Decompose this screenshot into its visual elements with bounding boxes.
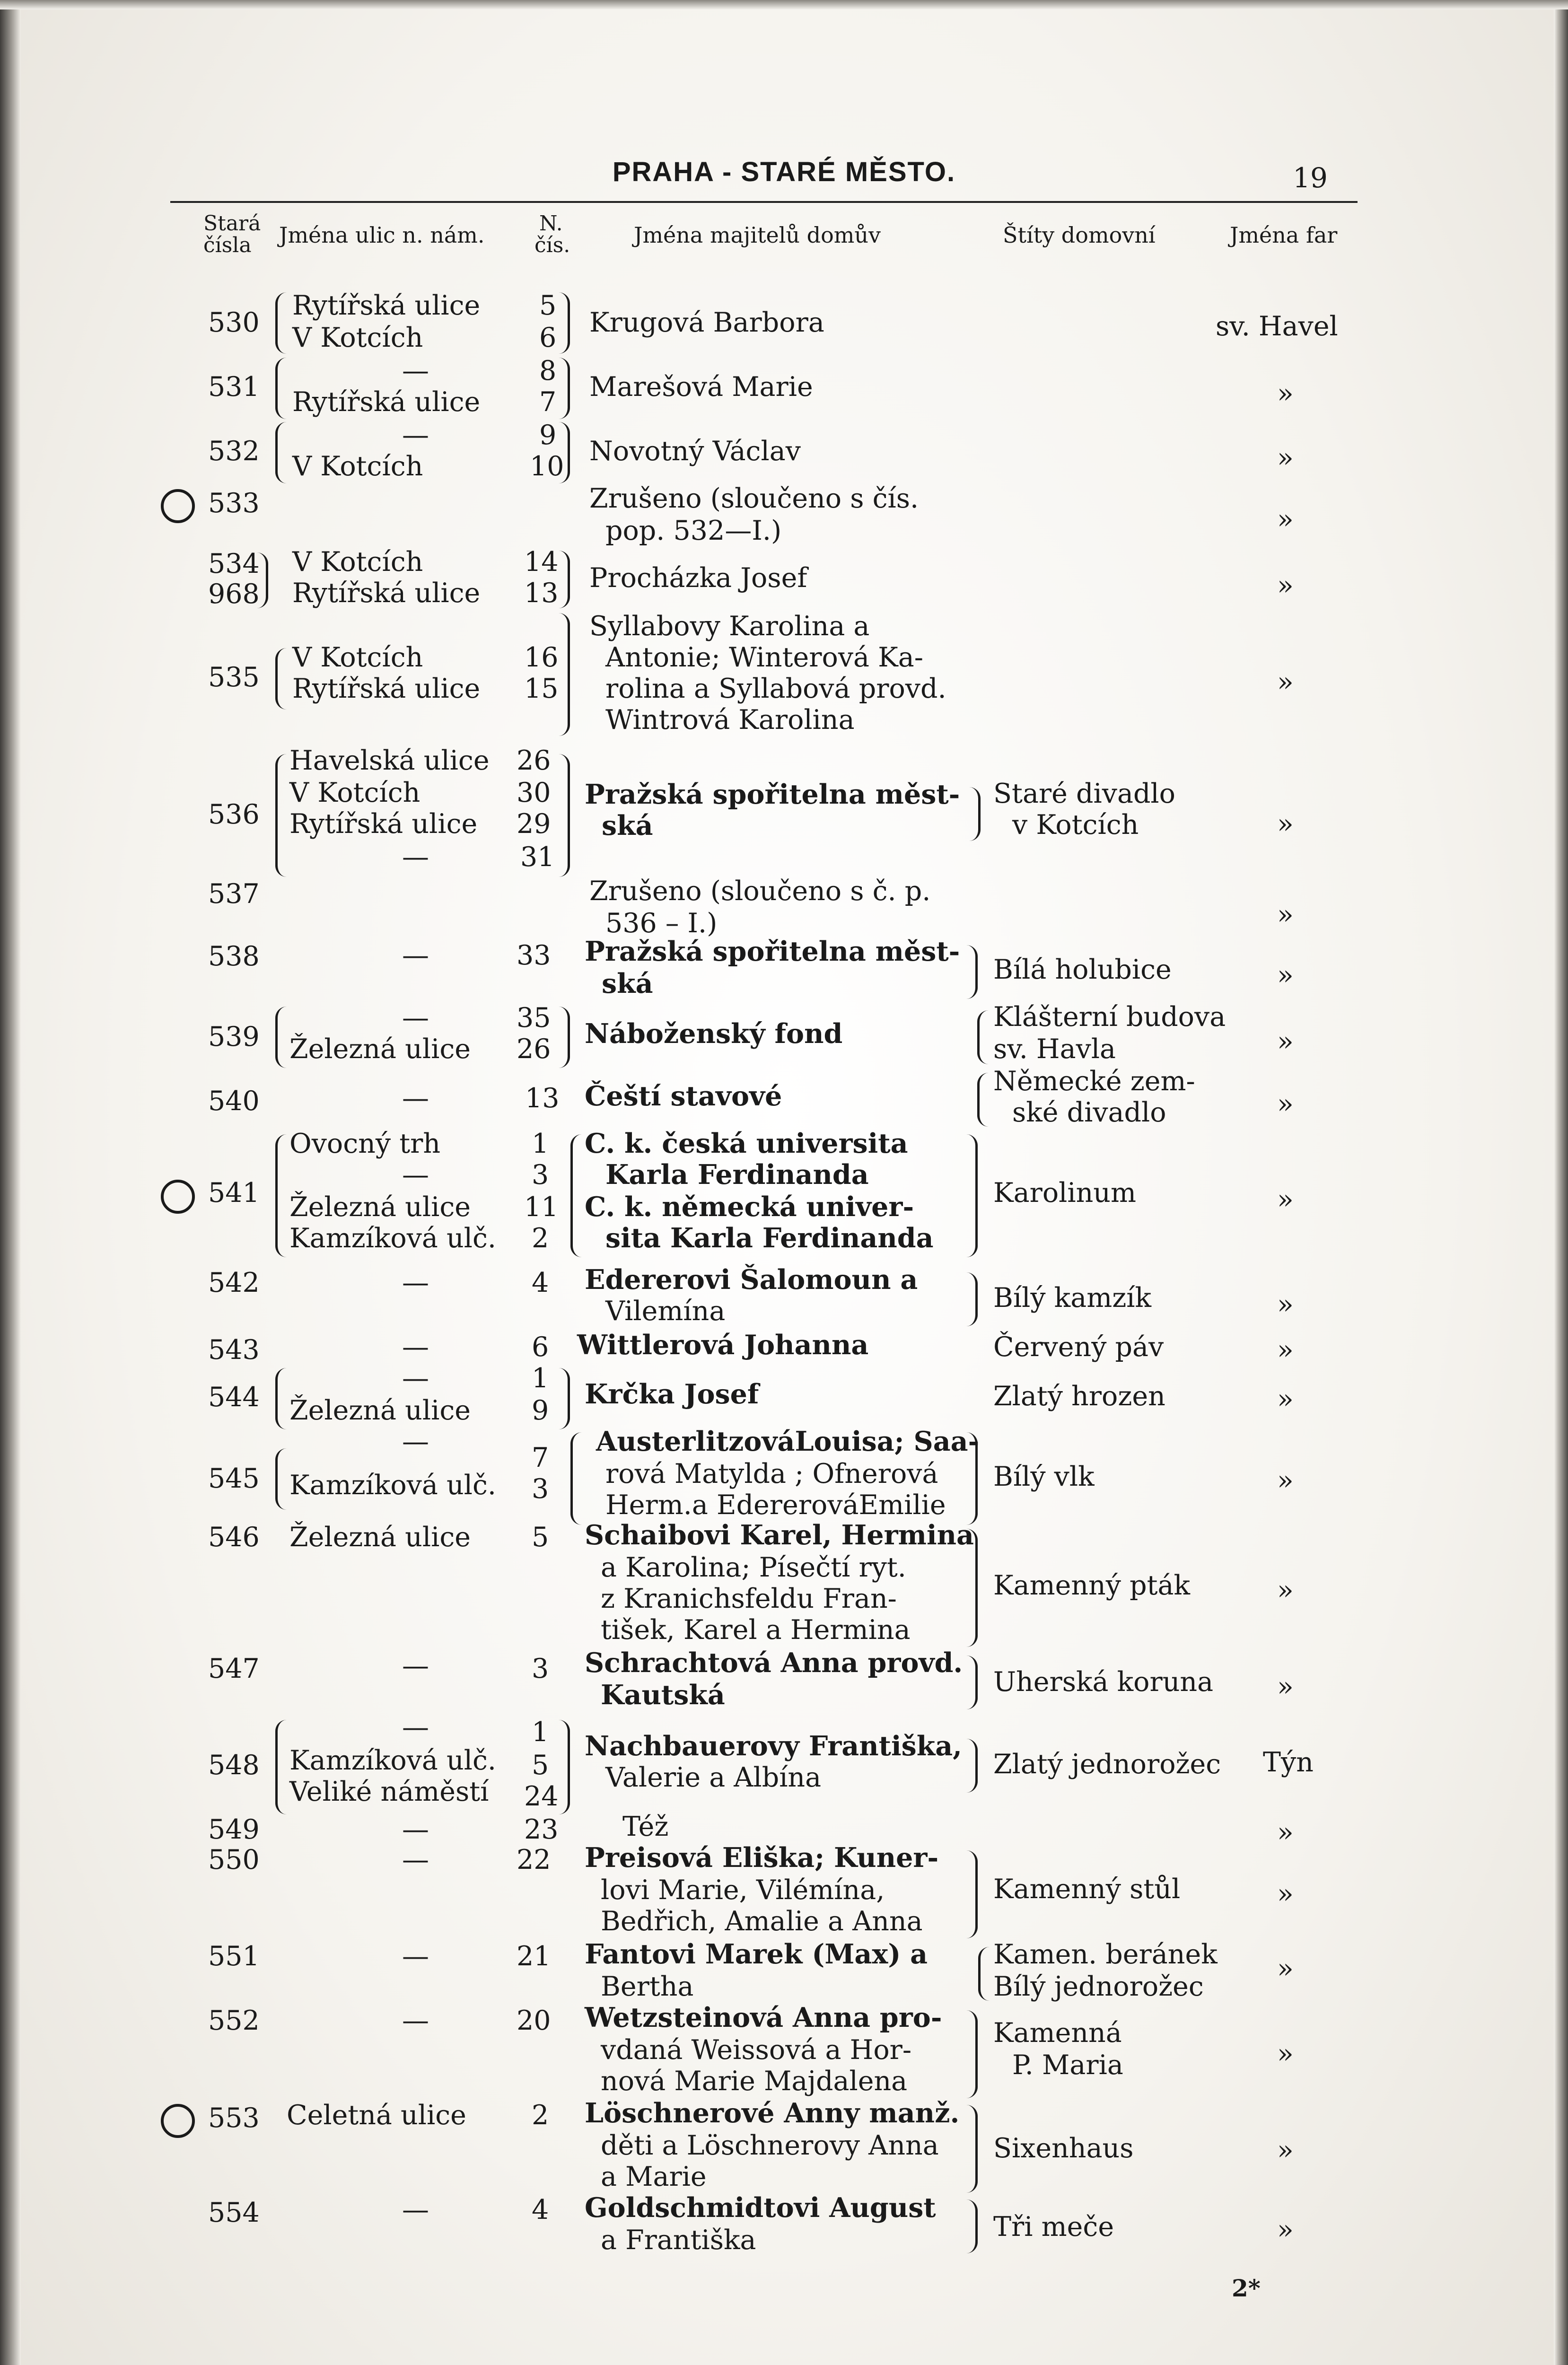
row-548-street: Kamzíková ulč. xyxy=(289,1745,497,1776)
row-535-owner: rolina a Syllabová provd. xyxy=(605,673,946,704)
row-532-number-brace xyxy=(557,422,570,483)
row-543-number: 543 xyxy=(208,1334,260,1366)
row-552-number: 552 xyxy=(208,2005,260,2036)
row-552-sign: P. Maria xyxy=(1012,2050,1123,2081)
row-538-owner: Pražská spořitelna měst- xyxy=(585,936,960,967)
row-545-house-number: 7 xyxy=(532,1442,549,1473)
row-534-house-number: 13 xyxy=(524,578,559,609)
demolished-marker-icon xyxy=(161,2104,195,2138)
row-536-street: V Kotcích xyxy=(289,777,420,808)
row-548-parish: Týn xyxy=(1263,1747,1314,1778)
row-545-number: 545 xyxy=(208,1463,260,1494)
row-549-parish: » xyxy=(1277,1817,1294,1848)
row-541-number: 541 xyxy=(208,1177,260,1209)
row-531-number-brace xyxy=(557,358,570,419)
row-543-street: — xyxy=(402,1331,429,1363)
row-538-owner-brace xyxy=(965,945,978,999)
row-542-street: — xyxy=(402,1267,429,1298)
row-544-street: — xyxy=(402,1363,429,1394)
row-530-owner: Krugová Barbora xyxy=(589,307,824,338)
row-534-number: 534 xyxy=(208,548,260,579)
row-541-owner-brace xyxy=(570,1134,583,1257)
row-554-street: — xyxy=(402,2194,429,2225)
row-553-owner: Löschnerové Anny manž. xyxy=(585,2097,960,2129)
row-549-number: 549 xyxy=(208,1814,260,1845)
row-544-house-number: 1 xyxy=(532,1363,549,1394)
row-550-sign: Kamenný stůl xyxy=(993,1874,1181,1905)
row-537-parish: » xyxy=(1277,899,1294,930)
row-541-owner: C. k. česká universita xyxy=(585,1128,908,1159)
row-541-street: — xyxy=(402,1159,429,1191)
row-545-owner: AusterlitzováLouisa; Saa- xyxy=(596,1426,980,1457)
row-533-number: 533 xyxy=(208,488,260,519)
row-547-owner-brace xyxy=(965,1656,978,1709)
row-532-street: V Kotcích xyxy=(292,451,423,482)
row-536-owner: Pražská spořitelna měst- xyxy=(585,779,960,810)
row-531-parish: » xyxy=(1277,378,1294,409)
row-547-sign: Uherská koruna xyxy=(993,1666,1214,1698)
row-554-sign: Tři meče xyxy=(993,2211,1114,2242)
row-544-sign: Zlatý hrozen xyxy=(993,1381,1165,1412)
page-number: 19 xyxy=(1293,162,1328,194)
col-head-stara-1: Stará xyxy=(203,211,261,236)
row-546-owner: z Kranichsfeldu Fran- xyxy=(601,1583,897,1614)
row-553-owner: a Marie xyxy=(601,2161,707,2192)
row-542-house-number: 4 xyxy=(532,1267,549,1298)
row-543-parish: » xyxy=(1277,1334,1294,1366)
row-539-street: — xyxy=(402,1002,429,1034)
row-535-street: V Kotcích xyxy=(292,642,423,673)
row-546-parish: » xyxy=(1277,1575,1294,1606)
col-head-majitele: Jména majitelů domův xyxy=(634,222,881,248)
row-535-number: 535 xyxy=(208,662,260,693)
row-536-house-number: 26 xyxy=(517,745,551,776)
row-535-street-brace xyxy=(275,648,288,710)
col-head-stity: Štíty domovní xyxy=(1003,222,1156,248)
row-534-street: V Kotcích xyxy=(292,546,423,578)
row-548-number: 548 xyxy=(208,1750,260,1781)
row-549-house-number: 23 xyxy=(524,1814,559,1845)
row-535-house-number: 16 xyxy=(524,642,559,673)
row-535-owner: Syllabovy Karolina a xyxy=(589,611,870,642)
row-533-owner: Zrušeno (sloučeno s čís. xyxy=(589,483,919,514)
row-535-house-brace xyxy=(557,613,570,736)
row-551-house-number: 21 xyxy=(517,1941,551,1972)
row-553-house-number: 2 xyxy=(532,2100,549,2131)
row-553-sign: Sixenhaus xyxy=(993,2133,1134,2164)
row-539-sign-brace xyxy=(977,1010,990,1064)
row-544-street-brace xyxy=(275,1368,288,1429)
row-534-house-brace xyxy=(557,551,570,608)
row-539-house-brace xyxy=(557,1007,570,1068)
row-531-street-brace xyxy=(275,358,288,419)
row-550-street: — xyxy=(402,1844,429,1875)
row-543-house-number: 6 xyxy=(532,1331,549,1363)
signature-mark: 2* xyxy=(1232,2274,1261,2302)
row-546-owner: Schaibovi Karel, Hermina xyxy=(585,1519,974,1551)
col-head-ulice: Jména ulic n. nám. xyxy=(279,222,485,248)
row-536-street: Havelská ulice xyxy=(289,745,490,776)
row-540-parish: » xyxy=(1277,1088,1294,1120)
row-548-street-brace xyxy=(275,1720,288,1814)
row-539-parish: » xyxy=(1277,1026,1294,1057)
row-554-owner: Goldschmidtovi August xyxy=(585,2192,936,2224)
row-532-street-brace xyxy=(275,422,288,483)
row-534-number-brace xyxy=(255,552,268,608)
row-553-parish: » xyxy=(1277,2135,1294,2166)
row-552-house-number: 20 xyxy=(517,2005,551,2036)
row-544-street: Železná ulice xyxy=(289,1395,471,1426)
row-532-house-number: 10 xyxy=(530,451,564,482)
row-545-sign: Bílý vlk xyxy=(993,1461,1095,1492)
row-547-owner: Kautská xyxy=(601,1679,725,1711)
demolished-marker-icon xyxy=(161,1180,195,1214)
col-head-n-1: N. xyxy=(539,211,563,236)
row-531-number: 531 xyxy=(208,371,260,403)
row-545-street-brace xyxy=(275,1448,288,1510)
page-edge-top xyxy=(0,0,1568,9)
row-548-house-brace xyxy=(557,1720,570,1814)
demolished-marker-icon xyxy=(161,489,195,523)
row-545-street: — xyxy=(402,1426,429,1457)
row-541-house-number: 1 xyxy=(532,1128,549,1159)
row-541-owner-brace-right xyxy=(965,1134,978,1257)
row-538-house-number: 33 xyxy=(517,940,551,971)
row-542-owner: Vilemína xyxy=(605,1296,726,1327)
row-538-sign: Bílá holubice xyxy=(993,954,1172,985)
row-532-house-number: 9 xyxy=(539,420,557,451)
row-530-house-number: 6 xyxy=(539,322,557,353)
row-540-sign-brace xyxy=(977,1073,990,1127)
row-541-owner: sita Karla Ferdinanda xyxy=(605,1222,934,1254)
row-541-parish: » xyxy=(1277,1184,1294,1215)
row-552-owner: Wetzsteinová Anna pro- xyxy=(585,2002,942,2033)
row-541-street: Ovocný trh xyxy=(289,1128,441,1159)
row-547-owner: Schrachtová Anna provd. xyxy=(585,1647,963,1679)
row-539-house-number: 26 xyxy=(517,1034,551,1065)
row-552-owner: nová Marie Majdalena xyxy=(601,2066,908,2097)
row-551-owner: Fantovi Marek (Max) a xyxy=(585,1938,928,1970)
row-549-owner: Též xyxy=(622,1811,669,1842)
row-548-owner-brace xyxy=(965,1739,978,1793)
row-544-owner: Krčka Josef xyxy=(585,1378,759,1410)
col-head-fary: Jména far xyxy=(1230,222,1338,248)
row-553-owner-brace xyxy=(965,2105,978,2193)
row-552-owner: vdaná Weissová a Hor- xyxy=(601,2034,912,2066)
row-539-sign: Klášterní budova xyxy=(993,1001,1226,1033)
row-548-house-number: 5 xyxy=(532,1750,549,1781)
row-550-owner: lovi Marie, Vilémína, xyxy=(601,1874,885,1906)
page-title: PRAHA - STARÉ MĚSTO. xyxy=(612,157,956,187)
row-552-street: — xyxy=(402,2005,429,2036)
row-532-street: — xyxy=(402,420,429,451)
row-542-owner-brace xyxy=(965,1272,978,1326)
row-537-owner: 536 – I.) xyxy=(605,908,718,939)
row-553-street: Celetná ulice xyxy=(287,2100,466,2131)
row-538-owner: ská xyxy=(602,968,653,999)
row-549-street: — xyxy=(402,1814,429,1845)
row-541-sign: Karolinum xyxy=(993,1177,1137,1209)
row-546-owner-brace xyxy=(965,1529,978,1647)
row-545-street: Kamzíková ulč. xyxy=(289,1470,497,1501)
row-548-street: — xyxy=(402,1712,429,1743)
row-541-house-number: 2 xyxy=(532,1223,549,1254)
row-533-owner: pop. 532—I.) xyxy=(605,515,782,546)
row-545-owner-brace xyxy=(570,1432,583,1525)
row-539-house-number: 35 xyxy=(517,1002,551,1034)
row-532-number: 532 xyxy=(208,436,260,467)
row-552-owner-brace xyxy=(965,2010,978,2098)
row-547-parish: » xyxy=(1277,1671,1294,1702)
row-554-owner: a Františka xyxy=(601,2225,756,2256)
row-535-street: Rytířská ulice xyxy=(292,673,481,704)
page-edge-right xyxy=(1554,0,1568,2365)
row-534-number: 968 xyxy=(208,578,260,610)
row-539-owner: Náboženský fond xyxy=(585,1018,843,1050)
row-544-parish: » xyxy=(1277,1384,1294,1415)
row-548-street: Veliké náměstí xyxy=(289,1776,489,1807)
row-550-owner: Bedřich, Amalie a Anna xyxy=(601,1906,923,1937)
row-534-parish: » xyxy=(1277,570,1294,601)
row-543-sign: Červený páv xyxy=(993,1331,1164,1363)
row-539-sign: sv. Havla xyxy=(993,1034,1116,1065)
row-550-house-number: 22 xyxy=(517,1844,551,1875)
row-546-house-number: 5 xyxy=(532,1522,549,1553)
row-545-owner-brace-right xyxy=(965,1432,978,1525)
row-538-street: — xyxy=(402,940,429,971)
row-547-number: 547 xyxy=(208,1653,260,1684)
row-550-parish: » xyxy=(1277,1878,1294,1910)
row-548-owner: Nachbauerovy Františka, xyxy=(585,1730,963,1762)
row-532-parish: » xyxy=(1277,442,1294,473)
row-537-number: 537 xyxy=(208,878,260,910)
row-542-number: 542 xyxy=(208,1267,260,1298)
row-531-street: Rytířská ulice xyxy=(292,386,481,418)
row-539-street-brace xyxy=(275,1007,288,1068)
row-544-number: 544 xyxy=(208,1382,260,1413)
row-548-house-number: 1 xyxy=(532,1717,549,1748)
row-553-number: 553 xyxy=(208,2102,260,2134)
row-545-parish: » xyxy=(1277,1465,1294,1496)
row-540-owner: Čeští stavové xyxy=(585,1080,782,1112)
row-550-owner-brace xyxy=(965,1850,978,1938)
row-536-street: Rytířská ulice xyxy=(289,808,478,840)
row-533-parish: » xyxy=(1277,504,1294,535)
row-546-number: 546 xyxy=(208,1522,260,1553)
row-542-sign: Bílý kamzík xyxy=(993,1282,1152,1314)
row-541-owner: Karla Ferdinanda xyxy=(605,1159,869,1191)
row-545-owner: Herm.a EdererováEmilie xyxy=(605,1489,946,1521)
row-551-owner: Bertha xyxy=(601,1971,694,2002)
row-541-street: Železná ulice xyxy=(289,1191,471,1223)
row-535-owner: Wintrová Karolina xyxy=(605,704,855,736)
row-536-street-brace xyxy=(275,754,288,877)
row-530-parish: sv. Havel xyxy=(1216,311,1338,342)
row-550-number: 550 xyxy=(208,1844,260,1875)
row-540-house-number: 13 xyxy=(525,1083,560,1114)
row-536-house-brace xyxy=(557,754,570,877)
page-edge-left xyxy=(0,0,21,2365)
row-530-street: Rytířská ulice xyxy=(292,290,481,321)
row-544-house-number: 9 xyxy=(532,1395,549,1426)
row-530-number: 530 xyxy=(208,307,260,338)
row-536-house-number: 30 xyxy=(517,777,551,808)
row-546-owner: tišek, Karel a Hermina xyxy=(601,1614,911,1646)
row-552-sign: Kamenná xyxy=(993,2017,1122,2049)
row-539-street: Železná ulice xyxy=(289,1034,471,1065)
row-540-street: — xyxy=(402,1083,429,1114)
row-535-parish: » xyxy=(1277,666,1294,698)
row-553-owner: děti a Löschnerovy Anna xyxy=(601,2130,939,2161)
row-551-sign-brace xyxy=(978,1947,991,2001)
row-552-parish: » xyxy=(1277,2038,1294,2069)
row-536-street: — xyxy=(402,841,429,873)
row-536-number: 536 xyxy=(208,799,260,830)
row-531-owner: Marešová Marie xyxy=(589,371,813,403)
row-532-owner: Novotný Václav xyxy=(589,436,801,467)
row-531-street: — xyxy=(402,355,429,386)
row-551-parish: » xyxy=(1277,1953,1294,1984)
row-538-parish: » xyxy=(1277,960,1294,991)
row-530-street: V Kotcích xyxy=(292,322,423,353)
row-547-house-number: 3 xyxy=(532,1653,549,1684)
row-551-sign: Kamen. beránek xyxy=(993,1939,1218,1970)
row-536-sign: Staré divadlo xyxy=(993,778,1175,809)
row-546-owner: a Karolina; Písečtí ryt. xyxy=(601,1552,906,1583)
row-548-house-number: 24 xyxy=(524,1781,559,1812)
row-545-house-number: 3 xyxy=(532,1473,549,1505)
row-531-house-number: 8 xyxy=(539,355,557,386)
row-537-owner: Zrušeno (sloučeno s č. p. xyxy=(589,876,931,907)
header-rule xyxy=(170,201,1358,203)
row-534-house-number: 14 xyxy=(524,546,559,578)
row-547-street: — xyxy=(402,1650,429,1682)
row-540-number: 540 xyxy=(208,1086,260,1117)
row-541-street-brace xyxy=(275,1134,288,1257)
row-539-number: 539 xyxy=(208,1021,260,1052)
row-554-parish: » xyxy=(1277,2214,1294,2245)
row-540-sign: ské divadlo xyxy=(1012,1097,1166,1128)
row-551-street: — xyxy=(402,1941,429,1972)
row-530-house-number: 5 xyxy=(539,290,557,321)
row-540-sign: Německé zem- xyxy=(993,1066,1195,1097)
row-541-street: Kamzíková ulč. xyxy=(289,1223,497,1254)
row-550-owner: Preisová Eliška; Kuner- xyxy=(585,1842,939,1874)
row-536-house-number: 31 xyxy=(520,841,555,873)
row-542-parish: » xyxy=(1277,1289,1294,1320)
row-534-street: Rytířská ulice xyxy=(292,578,481,609)
row-541-house-number: 3 xyxy=(532,1159,549,1191)
row-541-owner: C. k. německá univer- xyxy=(585,1191,914,1223)
col-head-n-2: čís. xyxy=(534,233,570,257)
row-531-house-number: 7 xyxy=(539,386,557,418)
row-546-sign: Kamenný pták xyxy=(993,1570,1191,1601)
row-536-parish: » xyxy=(1277,808,1294,840)
row-538-number: 538 xyxy=(208,941,260,972)
row-554-house-number: 4 xyxy=(532,2194,549,2225)
row-535-house-number: 15 xyxy=(524,673,559,704)
row-551-sign: Bílý jednorožec xyxy=(993,1971,1204,2002)
row-541-house-number: 11 xyxy=(524,1191,559,1223)
row-530-street-brace xyxy=(275,292,288,354)
row-543-owner: Wittlerová Johanna xyxy=(577,1329,869,1361)
row-548-owner: Valerie a Albína xyxy=(605,1762,822,1793)
row-536-house-number: 29 xyxy=(517,808,551,840)
col-head-stara-2: čísla xyxy=(203,233,252,257)
row-546-street: Železná ulice xyxy=(289,1522,471,1553)
row-554-owner-brace xyxy=(965,2199,978,2253)
row-545-owner: rová Matylda ; Ofnerová xyxy=(605,1458,938,1489)
row-536-owner: ská xyxy=(602,810,653,841)
row-548-sign: Zlatý jednorožec xyxy=(993,1749,1221,1780)
row-544-house-brace xyxy=(557,1368,570,1429)
row-554-number: 554 xyxy=(208,2197,260,2228)
row-534-owner: Procházka Josef xyxy=(589,562,807,594)
row-536-sign: v Kotcích xyxy=(1012,809,1139,841)
row-536-owner-brace xyxy=(968,787,981,841)
row-530-number-brace xyxy=(557,292,570,354)
row-542-owner: Edererovi Šalomoun a xyxy=(585,1264,918,1296)
row-535-owner: Antonie; Winterová Ka- xyxy=(605,642,923,673)
row-551-number: 551 xyxy=(208,1941,260,1972)
